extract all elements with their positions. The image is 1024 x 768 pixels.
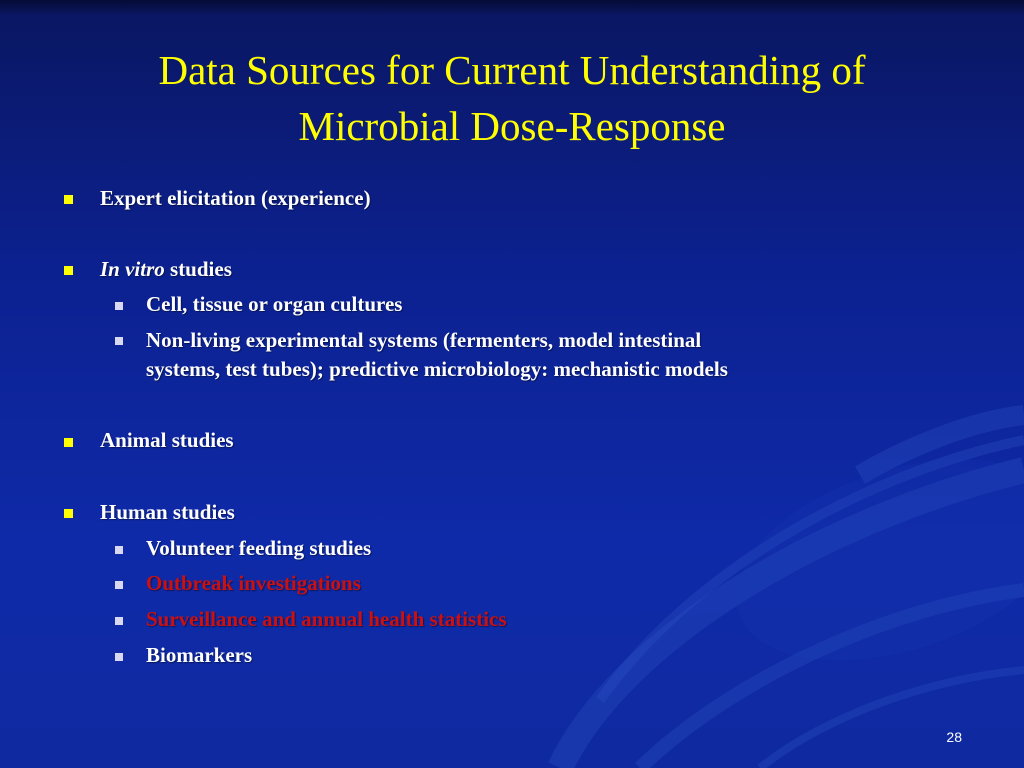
sub-bullet-marker <box>115 546 123 554</box>
in-vitro-rest: studies <box>164 257 232 281</box>
sub-bullet-biomarkers: Biomarkers <box>146 643 253 667</box>
page-number: 28 <box>946 729 962 745</box>
sub-bullet-non-living-line-2: systems, test tubes); predictive microbiology: mechanistic models <box>146 357 728 381</box>
sub-bullet-marker <box>115 337 123 345</box>
sub-bullet-marker <box>115 302 123 310</box>
sub-bullet-marker <box>115 653 123 661</box>
bullet-marker <box>64 266 73 275</box>
bullet-in-vitro <box>100 255 232 284</box>
sub-bullet-volunteer-feeding: Volunteer feeding studies <box>146 536 372 560</box>
bullet-marker <box>64 438 73 447</box>
bullet-marker <box>64 195 73 204</box>
in-vitro-italic: In vitro <box>100 257 165 281</box>
title-line-1: Data Sources for Current Understanding of <box>158 47 866 93</box>
title-line-2: Microbial Dose-Response <box>298 103 726 149</box>
sub-bullet-outbreak-investigations: Outbreak investigations <box>146 571 361 595</box>
sub-bullet-surveillance: Surveillance and annual health statistics <box>146 607 507 631</box>
bullet-marker <box>64 509 73 518</box>
bullet-animal-studies: Animal studies <box>100 428 234 452</box>
sub-bullet-non-living-line-1: Non-living experimental systems (fermenters, model intestinal <box>146 328 702 352</box>
sub-bullet-marker <box>115 581 123 589</box>
sub-bullet-marker <box>115 617 123 625</box>
bullet-human-studies: Human studies <box>100 500 235 524</box>
bullet-expert-elicitation: Expert elicitation (experience) <box>100 186 371 210</box>
sub-bullet-cell-cultures: Cell, tissue or organ cultures <box>146 292 403 316</box>
